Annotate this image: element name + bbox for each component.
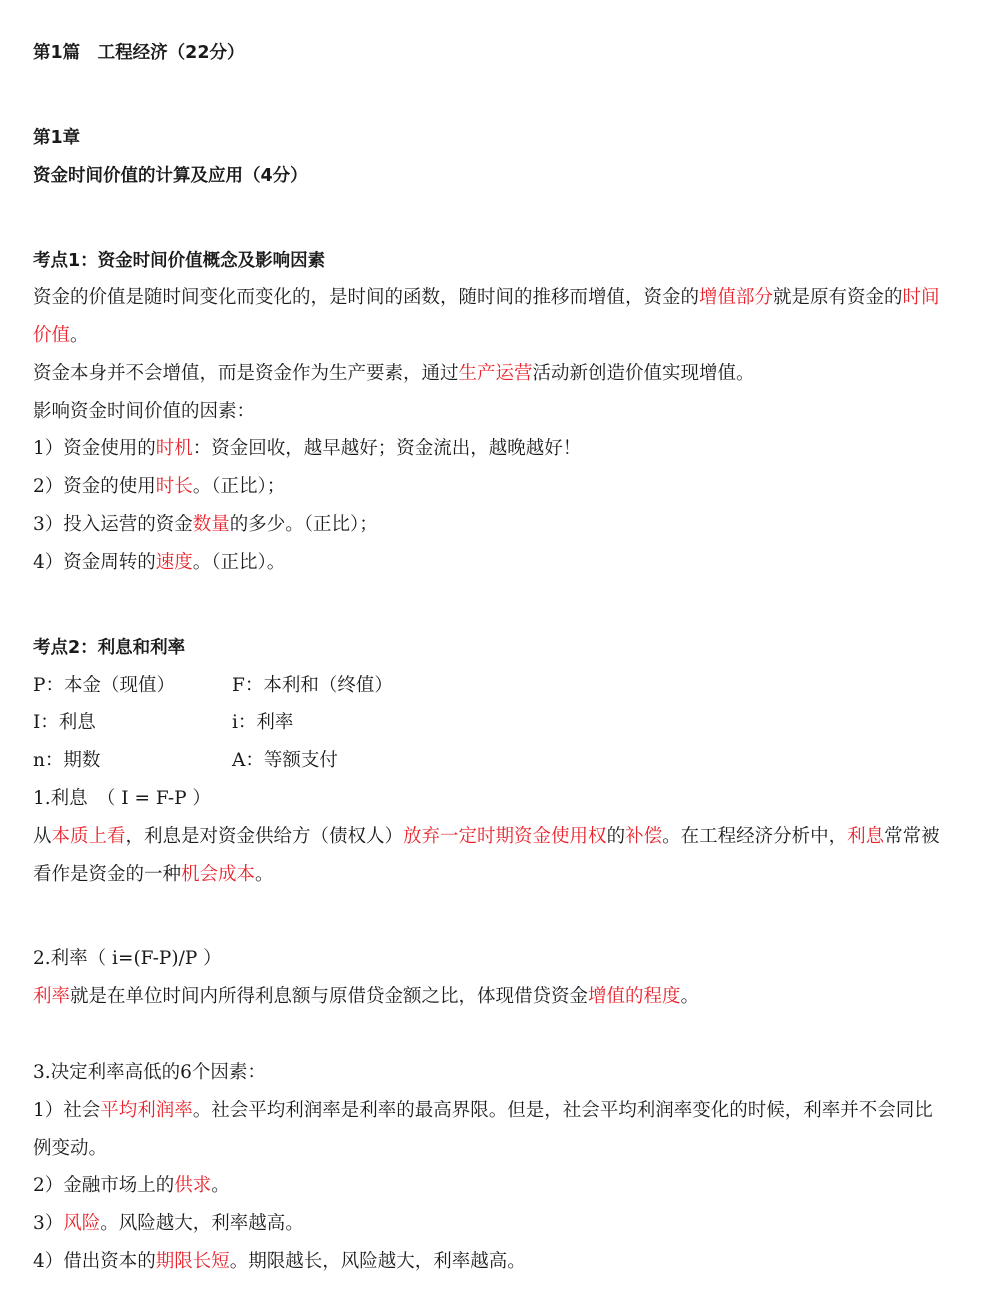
text: 的 [606, 826, 626, 847]
chapter-title: 资金时间价值的计算及应用（4分） [33, 166, 308, 186]
text: 。期限越长，风险越大，利率越高。 [229, 1251, 526, 1272]
text: 1）社会 [33, 1100, 101, 1121]
factor-1 [33, 437, 581, 461]
kp1-heading: 考点1：资金时间价值概念及影响因素 [33, 251, 326, 271]
symbol-interest: I：利息 [33, 712, 96, 733]
highlight: 增值部分 [699, 287, 774, 308]
highlight: 时间 [902, 287, 940, 308]
section-1-line2 [33, 863, 274, 887]
symbol-rate: i：利率 [232, 712, 294, 733]
kp1-para1-line1 [33, 286, 940, 310]
highlight: 平均利润率 [100, 1100, 193, 1121]
determinant-1-line1 [33, 1099, 933, 1123]
highlight: 机会成本 [181, 864, 256, 885]
text: 就是原有资金的 [773, 287, 903, 308]
determinant-1-line2: 例变动。 [33, 1138, 108, 1159]
text: 。（正比）； [192, 476, 286, 497]
factor-4 [33, 551, 285, 575]
highlight: 供求 [174, 1175, 212, 1196]
highlight: 期限长短 [155, 1251, 230, 1272]
text: ：资金回收，越早越好；资金流出，越晚越好！ [192, 438, 582, 459]
text: 4）资金周转的 [33, 552, 156, 573]
factor-3 [33, 513, 378, 537]
part-title: 第1篇 工程经济（22分） [33, 43, 245, 63]
highlight: 增值的程度 [588, 986, 681, 1007]
text: 活动新创造价值实现增值。 [532, 363, 755, 384]
text: 常常被 [884, 826, 940, 847]
text: 。 [255, 864, 274, 885]
text: 。风险越大，利率越高。 [100, 1213, 304, 1234]
text: 4）借出资本的 [33, 1251, 156, 1272]
text: 资金的价值是随时间变化而变化的，是时间的函数，随时间的推移而增值，资金的 [33, 287, 700, 308]
text: 。社会平均利润率是利率的最高界限。但是，社会平均利润率变化的时候，利率并不会同比 [192, 1100, 933, 1121]
text: 。 [680, 986, 700, 1007]
text: 的多少。（正比）； [229, 514, 378, 535]
kp1-para1-line2 [33, 324, 89, 348]
text: 资金本身并不会增值，而是资金作为生产要素，通过 [33, 363, 459, 384]
symbol-n: n：期数 [33, 750, 101, 771]
symbol-f: F：本利和（终值） [232, 675, 393, 696]
determinant-4 [33, 1250, 526, 1274]
section-2-line1 [33, 985, 699, 1009]
text: 3）投入运营的资金 [33, 514, 193, 535]
text: 1）资金使用的 [33, 438, 156, 459]
highlight: 时机 [155, 438, 193, 459]
text: 。（正比）。 [192, 552, 286, 573]
highlight: 风险 [63, 1213, 101, 1234]
text: 2）资金的使用 [33, 476, 156, 497]
highlight: 价值 [33, 325, 71, 346]
highlight: 生产运营 [458, 363, 533, 384]
text: 。 [70, 325, 89, 346]
factors-intro: 影响资金时间价值的因素： [33, 401, 256, 422]
determinant-3 [33, 1212, 304, 1236]
text: ，利息是对资金供给方（债权人） [125, 826, 404, 847]
text: 。 [211, 1175, 230, 1196]
kp2-heading: 考点2：利息和利率 [33, 638, 186, 658]
highlight: 利率 [33, 986, 71, 1007]
text: 从 [33, 826, 52, 847]
text: 3） [33, 1213, 64, 1234]
highlight: 放弃一定时期资金使用权 [403, 826, 607, 847]
text: 看作是资金的一种 [33, 864, 182, 885]
chapter-label: 第1章 [33, 128, 81, 148]
kp1-para2 [33, 362, 755, 386]
text: 。在工程经济分析中， [662, 826, 848, 847]
section-3-title: 3.决定利率高低的6个因素： [33, 1062, 266, 1083]
highlight: 速度 [155, 552, 193, 573]
factor-2 [33, 475, 285, 499]
determinant-2 [33, 1174, 230, 1198]
highlight: 数量 [192, 514, 230, 535]
section-1-title: 1.利息 （ I = F-P ） [33, 788, 211, 809]
section-1-line1 [33, 825, 940, 849]
symbol-p: P：本金（现值） [33, 675, 175, 696]
highlight: 本质上看 [51, 826, 126, 847]
highlight: 补偿 [625, 826, 663, 847]
highlight: 时长 [155, 476, 193, 497]
highlight: 利息 [847, 826, 885, 847]
section-2-title: 2.利率（ i=(F-P)/P ） [33, 948, 222, 969]
text: 就是在单位时间内所得利息额与原借贷金额之比，体现借贷资金 [70, 986, 589, 1007]
text: 2）金融市场上的 [33, 1175, 175, 1196]
symbol-a: A：等额支付 [232, 750, 338, 771]
